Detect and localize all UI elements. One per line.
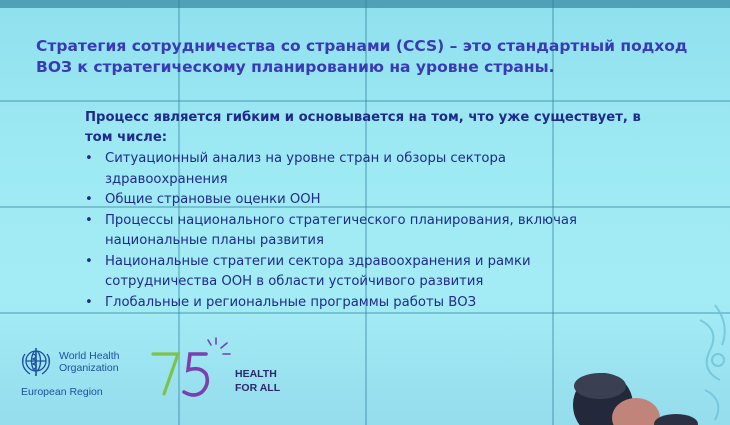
- slide-title-line: Стратегия сотрудничества со странами (CCS) – это стандартный подход: [36, 37, 688, 55]
- who-emblem-icon: [18, 346, 54, 380]
- bullet-marker: •: [85, 212, 93, 228]
- bullet-line: национальные планы развития: [105, 233, 324, 248]
- bullet-item: [85, 149, 685, 190]
- who-region: European Region: [21, 386, 103, 398]
- bullet-line: сотрудничества ООН в области устойчивого развития: [105, 274, 484, 289]
- bullet-item: [85, 293, 685, 314]
- who-logo: [18, 346, 138, 402]
- bullet-marker: •: [85, 151, 93, 166]
- bullet-line: Общие страновые оценки ООН: [105, 192, 321, 207]
- bullet-line: Ситуационный анализ на уровне стран и обзоры сектора: [105, 151, 506, 166]
- health-for-all-text: [235, 367, 280, 395]
- slide-title: [36, 36, 696, 78]
- who-name-line: Organization: [59, 362, 119, 374]
- health-for-all-line: HEALTH: [235, 368, 277, 380]
- bullet-marker: •: [85, 294, 93, 310]
- bullet-item: [85, 252, 685, 293]
- health-for-all-line: FOR ALL: [235, 382, 281, 394]
- bullet-list: [85, 149, 685, 313]
- bullet-line: здравоохранения: [105, 171, 228, 187]
- who-name-line: World Health: [59, 350, 120, 362]
- bullet-line: Процессы национального стратегического планирования, включая: [105, 212, 577, 228]
- intro-line: Процесс является гибким и основывается на том, что уже существует, в: [85, 110, 641, 125]
- slide-title-line: ВОЗ к стратегическому планированию на уровне страны.: [36, 58, 555, 76]
- bullet-line: Национальные стратегии сектора здравоохранения и рамки: [105, 253, 531, 269]
- intro-line: том числе:: [85, 130, 168, 145]
- bullet-line: Глобальные и региональные программы работы ВОЗ: [105, 294, 477, 310]
- bullet-item: [85, 211, 685, 252]
- slide-intro: [85, 108, 675, 148]
- screen-seam: [0, 100, 730, 102]
- bullet-marker: •: [85, 253, 93, 269]
- decorative-pattern: [660, 300, 730, 425]
- who-75-logo-icon: [150, 336, 240, 400]
- bullet-item: [85, 190, 685, 211]
- who-name: [59, 350, 120, 374]
- bullet-marker: •: [85, 192, 93, 207]
